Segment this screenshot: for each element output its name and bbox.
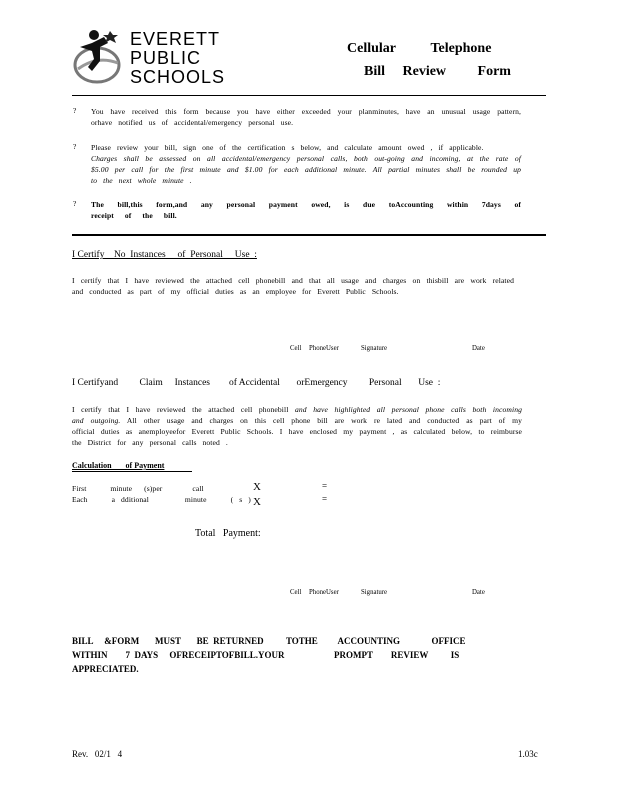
instruction-charges-text: Charges shall be assessed on all accidental/emergency personal calls, both out-going and incoming, at the rate of $5.00 per call for the first minute and $1.00 for each additional minute. All partial minutes shall be rounded up to the next whole minute .: [91, 154, 521, 185]
instruction-text: Please review your bill, sign one of the certification s below, and calculate amount owed , if applicable.: [91, 143, 484, 152]
everett-public-schools-logo: [70, 25, 226, 87]
bullet-glyph: ?: [73, 199, 77, 208]
instructions-divider: [72, 234, 546, 236]
equals-sign: =: [322, 494, 328, 504]
signature-label-signature: Signature: [361, 589, 388, 596]
calc-row-first-minute: First minute (s)per call: [72, 484, 204, 493]
return-notice-line3: APPRECIATED.: [72, 664, 139, 674]
body-part-a: I certify that I have reviewed the attached cell phonebill: [72, 405, 289, 414]
section-accidental-use-heading: I Certifyand Claim Instances of Accidental orEmergency Personal Use :: [72, 378, 441, 388]
page-code: 1.03c: [518, 749, 538, 759]
return-notice-line2: WITHIN 7 DAYS OFRECEIPTOFBILL.YOUR PROMPT REVIEW IS: [72, 650, 460, 660]
calc-row-additional-minute: Each a dditional minute ( s ): [72, 495, 251, 504]
multiply-sign: X: [253, 481, 261, 493]
figure-globe-icon: [70, 25, 128, 85]
bullet-glyph: ?: [73, 142, 77, 151]
signature-label-signature: Signature: [361, 345, 388, 352]
signature-label-date: Date: [472, 345, 485, 352]
body-part-b: and have highlighted all personal phone calls both incoming and outgoing.: [72, 405, 522, 425]
logo-text-schools: SCHOOLS: [130, 67, 226, 87]
revision-label: Rev. 02/1 4: [72, 749, 123, 759]
instruction-text: You have received this form because you have either exceeded your planminutes, have an unusual usage pattern, orhave notified us of accidental/emergency personal use.: [91, 107, 521, 127]
form-title-line2: Bill Review Form: [364, 64, 511, 79]
form-title-line1: Cellular Telephone: [347, 41, 492, 56]
multiply-sign: X: [253, 496, 261, 508]
section-accidental-use-body: [72, 404, 522, 448]
instruction-text: The bill,this form,and any personal payment owed, is due toAccounting within 7days of receipt of the bill.: [91, 200, 521, 220]
logo-text-everett: EVERETT: [130, 29, 221, 49]
signature-label-user: Cell PhoneUser: [290, 589, 339, 596]
bullet-glyph: ?: [73, 106, 77, 115]
total-payment-label: Total Payment:: [195, 528, 261, 539]
signature-label-date: Date: [472, 589, 485, 596]
logo-text-public: PUBLIC: [130, 48, 202, 68]
body-part-c: All other usage and charges on this cell phone bill are work re lated and conducted as part of my official duties as anemployeefor Everett Public Schools. I have enclosed my payment , as calculated below, to reimburse the District for any personal calls noted .: [72, 416, 522, 447]
calculation-heading: Calculation of Payment: [72, 461, 165, 470]
header-divider: [72, 95, 546, 96]
section-no-personal-use-body: I certify that I have reviewed the attached cell phonebill and that all usage and charges on thisbill are work related and conducted as part of my official duties as an employee for Everett Public Schools.: [72, 276, 514, 296]
calculation-underline: [72, 471, 192, 472]
equals-sign: =: [322, 481, 328, 491]
signature-label-user: Cell PhoneUser: [290, 345, 339, 352]
section-no-personal-use-heading: I Certify No Instances of Personal Use :: [72, 250, 257, 260]
return-notice-line1: BILL &FORM MUST BE RETURNED TOTHE ACCOUNTING OFFICE: [72, 636, 466, 646]
